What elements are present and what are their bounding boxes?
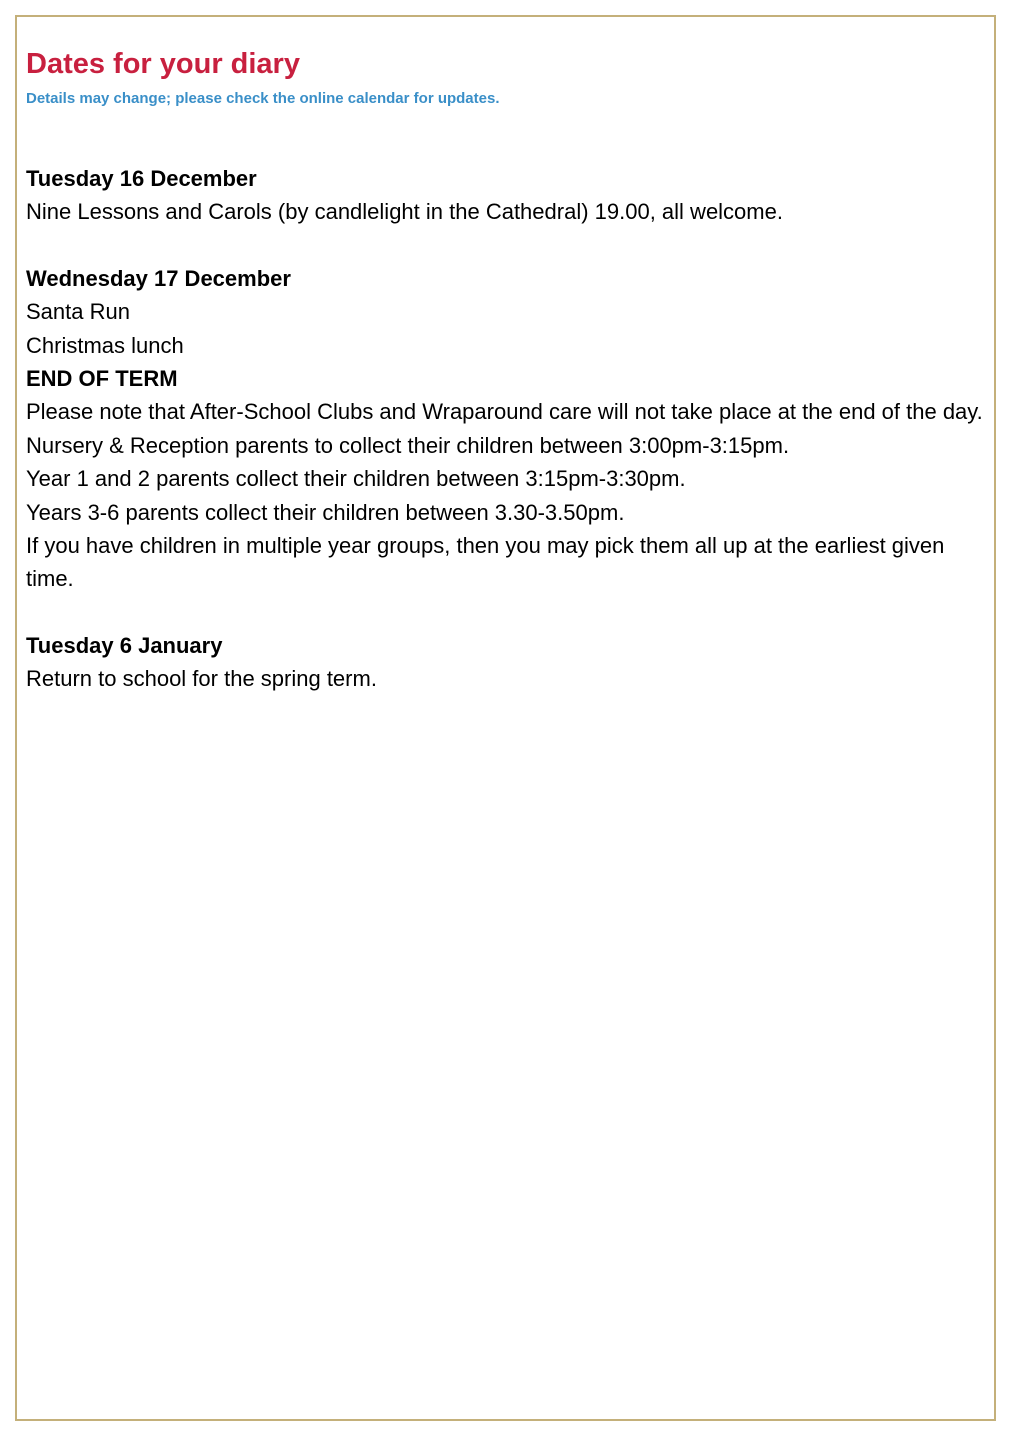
diary-entry [26, 162, 984, 229]
entry-date: Tuesday 6 January [26, 632, 223, 658]
diary-entry [26, 629, 984, 696]
diary-entry [26, 262, 984, 596]
entry-note: Please note that After-School Clubs and Wraparound care will not take place at the end of the day. [26, 399, 983, 425]
entry-date: Wednesday 17 December [26, 265, 291, 291]
entry-line: Christmas lunch [26, 332, 184, 358]
entry-note: Nursery & Reception parents to collect their children between 3:00pm-3:15pm. [26, 432, 790, 458]
entry-note: Years 3-6 parents collect their children between 3.30-3.50pm. [26, 499, 625, 525]
entry-date: Tuesday 16 December [26, 166, 257, 191]
entry-line: Return to school for the spring term. [26, 666, 377, 692]
page-title: Dates for your diary [26, 48, 300, 80]
entry-line: Nine Lessons and Carols (by candlelight in the Cathedral) 19.00, all welcome. [26, 199, 783, 225]
diary-list [26, 162, 984, 729]
entry-note: If you have children in multiple year groups, then you may pick them all up at the earliest given time. [26, 533, 945, 592]
entry-line: Santa Run [26, 299, 130, 325]
end-of-term-heading: END OF TERM [26, 366, 178, 392]
page-subtitle: Details may change; please check the online calendar for updates. [26, 90, 500, 107]
entry-note: Year 1 and 2 parents collect their children between 3:15pm-3:30pm. [26, 466, 686, 492]
